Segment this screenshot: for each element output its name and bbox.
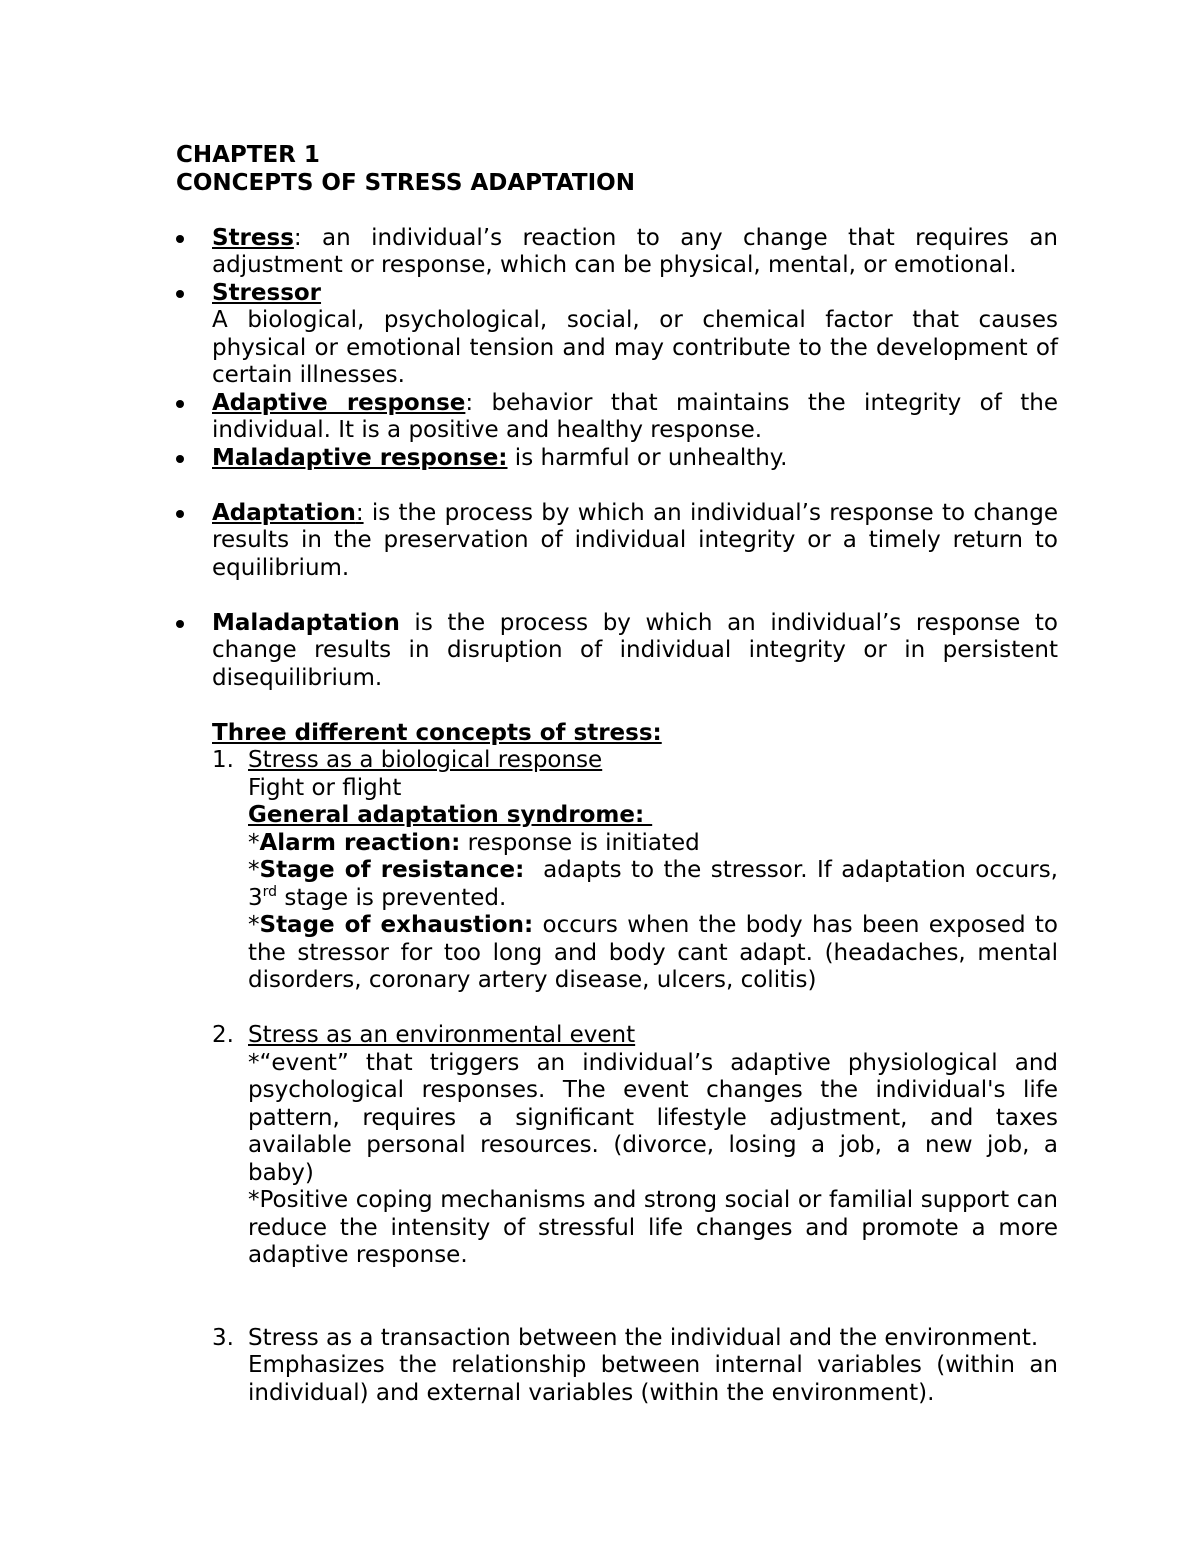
definition-adaptation: Adaptation: is the process by which an individual’s response to change results in the preservation of individual integrity or a timely return to equilibrium. <box>176 500 1058 583</box>
definition-text: A biological, psychological, social, or chemical factor that causes physical or emotional tension and may contribute to the development of certain illnesses. <box>212 307 1058 388</box>
concept-transaction <box>176 1325 1058 1408</box>
concept-environmental <box>176 1022 1058 1270</box>
concept-number: 3. <box>212 1324 234 1351</box>
chapter-number: CHAPTER 1 <box>176 142 320 168</box>
concept-number: 1. <box>212 747 234 773</box>
gas-heading: General adaptation syndrome: <box>248 802 653 828</box>
term-maladaptive-response: Maladaptive response: <box>212 444 508 471</box>
term-stressor: Stressor <box>212 279 322 306</box>
definition-text: behavior that maintains the integrity of the individual. It is a positive and healthy response. <box>212 389 1058 443</box>
definition-stressor <box>176 280 1058 390</box>
concept-title: Stress as an environmental event <box>248 1022 636 1048</box>
concept-biological <box>176 747 1066 995</box>
term-stress: Stress <box>212 224 294 251</box>
definition-text: is the process by which an individual’s response to change results in disruption of individual integrity or in persistent disequilibrium. <box>212 609 1058 691</box>
concept-title: Stress as a transaction between the individual and the environment. <box>248 1324 1039 1351</box>
definition-maladaptation <box>176 610 1058 693</box>
term-adaptation: Adaptation <box>212 499 356 526</box>
definitions-list <box>176 225 1058 693</box>
concept-paragraph: *Positive coping mechanisms and strong social or familial support can reduce the intensity of stressful life changes and promote a more adaptive response. <box>248 1187 1058 1268</box>
definition-text: is harmful or unhealthy. <box>507 444 788 471</box>
concept-title: Stress as a biological response <box>248 747 603 773</box>
stage-of-resistance: *Stage of resistance: adapts to the stressor. If adaptation occurs, 3rd stage is prevented. <box>248 857 1066 911</box>
definition-text: is the process by which an individual’s response to change results in the preservation of individual integrity or a timely return to equilibrium. <box>212 499 1058 581</box>
fight-or-flight: Fight or flight <box>248 774 402 801</box>
definition-stress: Stress: an individual’s reaction to any change that requires an adjustment or response, which can be physical, mental, or emotional. <box>176 225 1058 280</box>
concept-number: 2. <box>212 1022 234 1048</box>
concept-paragraph: *“event” that triggers an individual’s adaptive physiological and psychological responses. The event changes the individual's life pattern, requires a significant lifestyle adjustment, and taxes available personal resources. (divorce, losing a job, a new job, a baby) <box>248 1049 1058 1186</box>
chapter-title: CONCEPTS OF STRESS ADAPTATION <box>176 169 635 196</box>
document-page <box>176 142 1066 1407</box>
concepts-heading: Three different concepts of stress: <box>212 719 662 746</box>
definition-adaptive-response: Adaptive response: behavior that maintains the integrity of the individual. It is a positive and healthy response. <box>176 390 1058 445</box>
alarm-reaction: *Alarm reaction: response is initiated <box>248 829 700 856</box>
term-adaptive-response: Adaptive response <box>212 389 466 416</box>
stage-of-exhaustion: *Stage of exhaustion: occurs when the body has been exposed to the stressor for too long and body cant adapt. (headaches, mental disorders, coronary artery disease, ulcers, colitis) <box>248 912 1058 993</box>
definition-maladaptive-response <box>176 445 1058 473</box>
concept-paragraph: Emphasizes the relationship between internal variables (within an individual) and external variables (within the environment). <box>248 1352 1058 1406</box>
definition-text: an individual’s reaction to any change that requires an adjustment or response, which can be physical, mental, or emotional. <box>212 224 1058 278</box>
term-maladaptation: Maladaptation <box>212 609 400 636</box>
